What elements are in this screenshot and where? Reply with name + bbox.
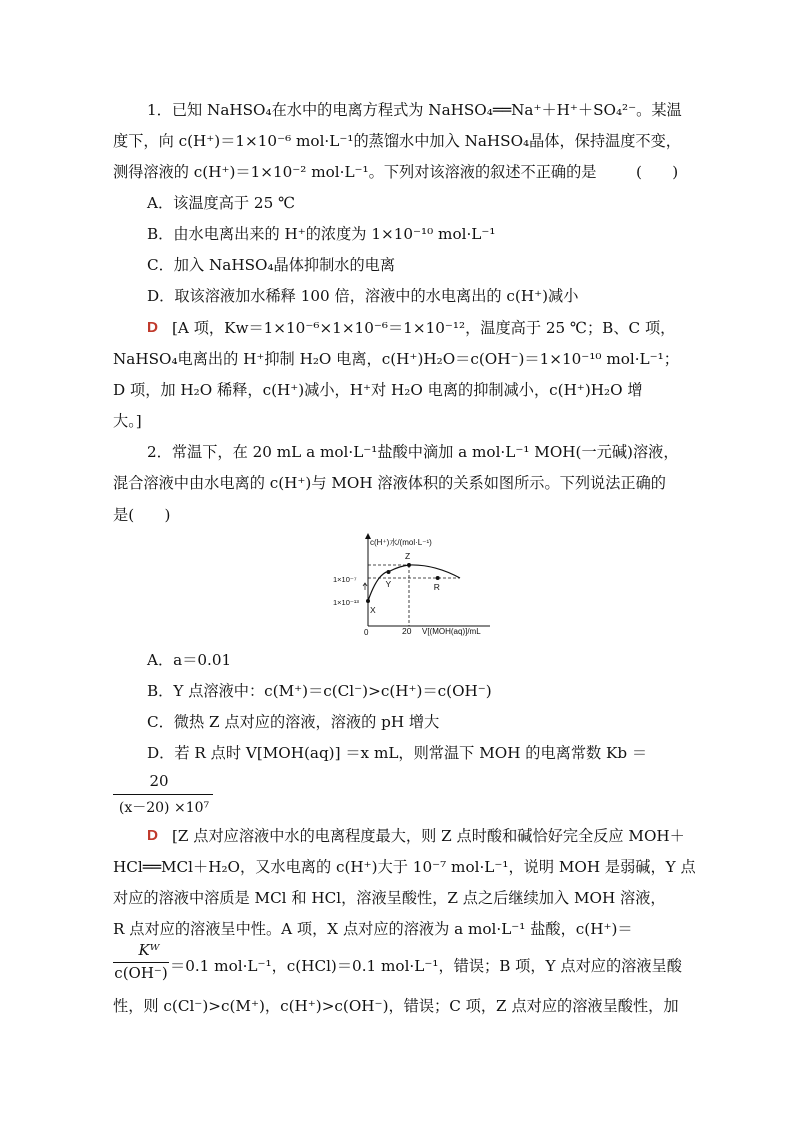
q1-stem-line1: 1．已知 NaHSO₄在水中的电离方程式为 NaHSO₄══Na⁺＋H⁺＋SO₄²⁻。某温 <box>147 101 682 119</box>
q1-explanation-line1: [A 项，Kw＝1×10⁻⁶×1×10⁻⁶＝1×10⁻¹²，温度高于 25 ℃；B、C 项， <box>172 319 676 337</box>
q2-explanation-line6: 性，则 c(Cl⁻)>c(M⁺)，c(H⁺)>c(OH⁻)，错误；C 项，Z 点对应的溶液呈酸性，加 <box>113 997 679 1015</box>
point-z <box>407 563 411 567</box>
q1-explanation-line2: NaHSO₄电离出的 H⁺抑制 H₂O 电离，c(H⁺)H₂O＝c(OH⁻)＝1×10⁻¹⁰ mol·L⁻¹； <box>113 350 679 368</box>
kw-fraction-denominator: c(OH⁻) <box>114 964 168 982</box>
point-r <box>436 576 440 580</box>
q1-stem-line3: 测得溶液的 c(H⁺)＝1×10⁻² mol·L⁻¹。下列对该溶液的叙述不正确的是 <box>113 163 597 181</box>
q2-option-a: A．a＝0.01 <box>147 651 232 669</box>
point-label-x: X <box>370 605 376 615</box>
q1-option-b: B．由水电离出来的 H⁺的浓度为 1×10⁻¹⁰ mol·L⁻¹ <box>147 225 496 243</box>
q2-stem-line3: 是( ) <box>113 506 171 524</box>
q2-explanation-line5: ＝0.1 mol·L⁻¹，c(HCl)＝0.1 mol·L⁻¹，错误；B 项，Y 点对应的溶液呈酸 <box>170 957 682 975</box>
point-label-y: Y <box>385 579 392 589</box>
q1-option-d: D．取该溶液加水稀释 100 倍，溶液中的水电离出的 c(H⁺)减小 <box>147 287 579 305</box>
q1-option-c: C．加入 NaHSO₄晶体抑制水的电离 <box>147 256 396 274</box>
y-tick-label-1e-13: 1×10⁻¹³ <box>333 598 359 607</box>
q2-answer: D <box>147 827 158 844</box>
kb-fraction-denominator: (x－20) ×10⁷ <box>118 800 210 816</box>
q2-explanation-line3: 对应的溶液中溶质是 MCl 和 HCl，溶液呈酸性，Z 点之后继续加入 MOH 溶液， <box>113 889 666 907</box>
x-axis-label: V[(MOH(aq)]/mL <box>422 627 481 636</box>
q2-explanation-line2: HCl══MCl＋H₂O，又水电离的 c(H⁺)大于 10⁻⁷ mol·L⁻¹，说明 MOH 是弱碱，Y 点 <box>113 858 696 876</box>
q2-stem-line2: 混合溶液中由水电离的 c(H⁺)与 MOH 溶液体积的关系如图所示。下列说法正确的 <box>113 474 666 492</box>
q2-explanation-line4: R 点对应的溶液呈中性。A 项，X 点对应的溶液为 a mol·L⁻¹ 盐酸，c(H⁺)＝ <box>113 920 633 938</box>
kb-fraction-bar <box>113 794 213 795</box>
point-y <box>387 570 391 574</box>
q1-explanation-line4: 大。] <box>113 412 142 430</box>
y-axis-label: c(H⁺)水/(mol·L⁻¹) <box>370 538 432 547</box>
q2-option-d: D．若 R 点时 V[MOH(aq)] ＝x mL，则常温下 MOH 的电离常数 Kb ＝ <box>147 744 648 762</box>
q1-option-a: A．该温度高于 25 ℃ <box>147 194 296 212</box>
kb-fraction-numerator: 20 <box>149 772 169 790</box>
point-label-r: R <box>433 582 440 592</box>
origin-label: 0 <box>364 628 369 636</box>
point-label-z: Z <box>405 551 411 561</box>
q2-option-c: C．微热 Z 点对应的溶液，溶液的 pH 增大 <box>147 713 440 731</box>
q2-explanation-line1: [Z 点对应溶液中水的电离程度最大，则 Z 点时酸和碱恰好完全反应 MOH＋ <box>172 827 685 845</box>
q2-stem-line1: 2．常温下，在 20 mL a mol·L⁻¹盐酸中滴加 a mol·L⁻¹ MOH(一元碱)溶液， <box>147 443 679 461</box>
q1-stem-line2: 度下，向 c(H⁺)＝1×10⁻⁶ mol·L⁻¹的蒸馏水中加入 NaHSO₄晶体，保持温度不变， <box>113 132 681 150</box>
curve <box>368 565 460 601</box>
mh-volume-chart <box>330 530 505 636</box>
kw-fraction-bar <box>113 962 169 963</box>
kw-fraction-numerator: Kᵂ <box>138 941 160 959</box>
point-x <box>366 599 370 603</box>
q2-option-b: B．Y 点溶液中：c(M⁺)＝c(Cl⁻)>c(H⁺)＝c(OH⁻) <box>147 682 492 700</box>
axis-break-mark <box>363 583 367 590</box>
y-tick-label-1e-7: 1×10⁻⁷ <box>333 575 357 584</box>
q1-explanation-line3: D 项，加 H₂O 稀释，c(H⁺)减小，H⁺对 H₂O 电离的抑制减小，c(H⁺)H₂O 增 <box>113 381 643 399</box>
q1-answer-paren: ( ) <box>636 163 679 181</box>
q1-answer: D <box>147 319 158 336</box>
x-tick-label-20: 20 <box>402 626 412 636</box>
